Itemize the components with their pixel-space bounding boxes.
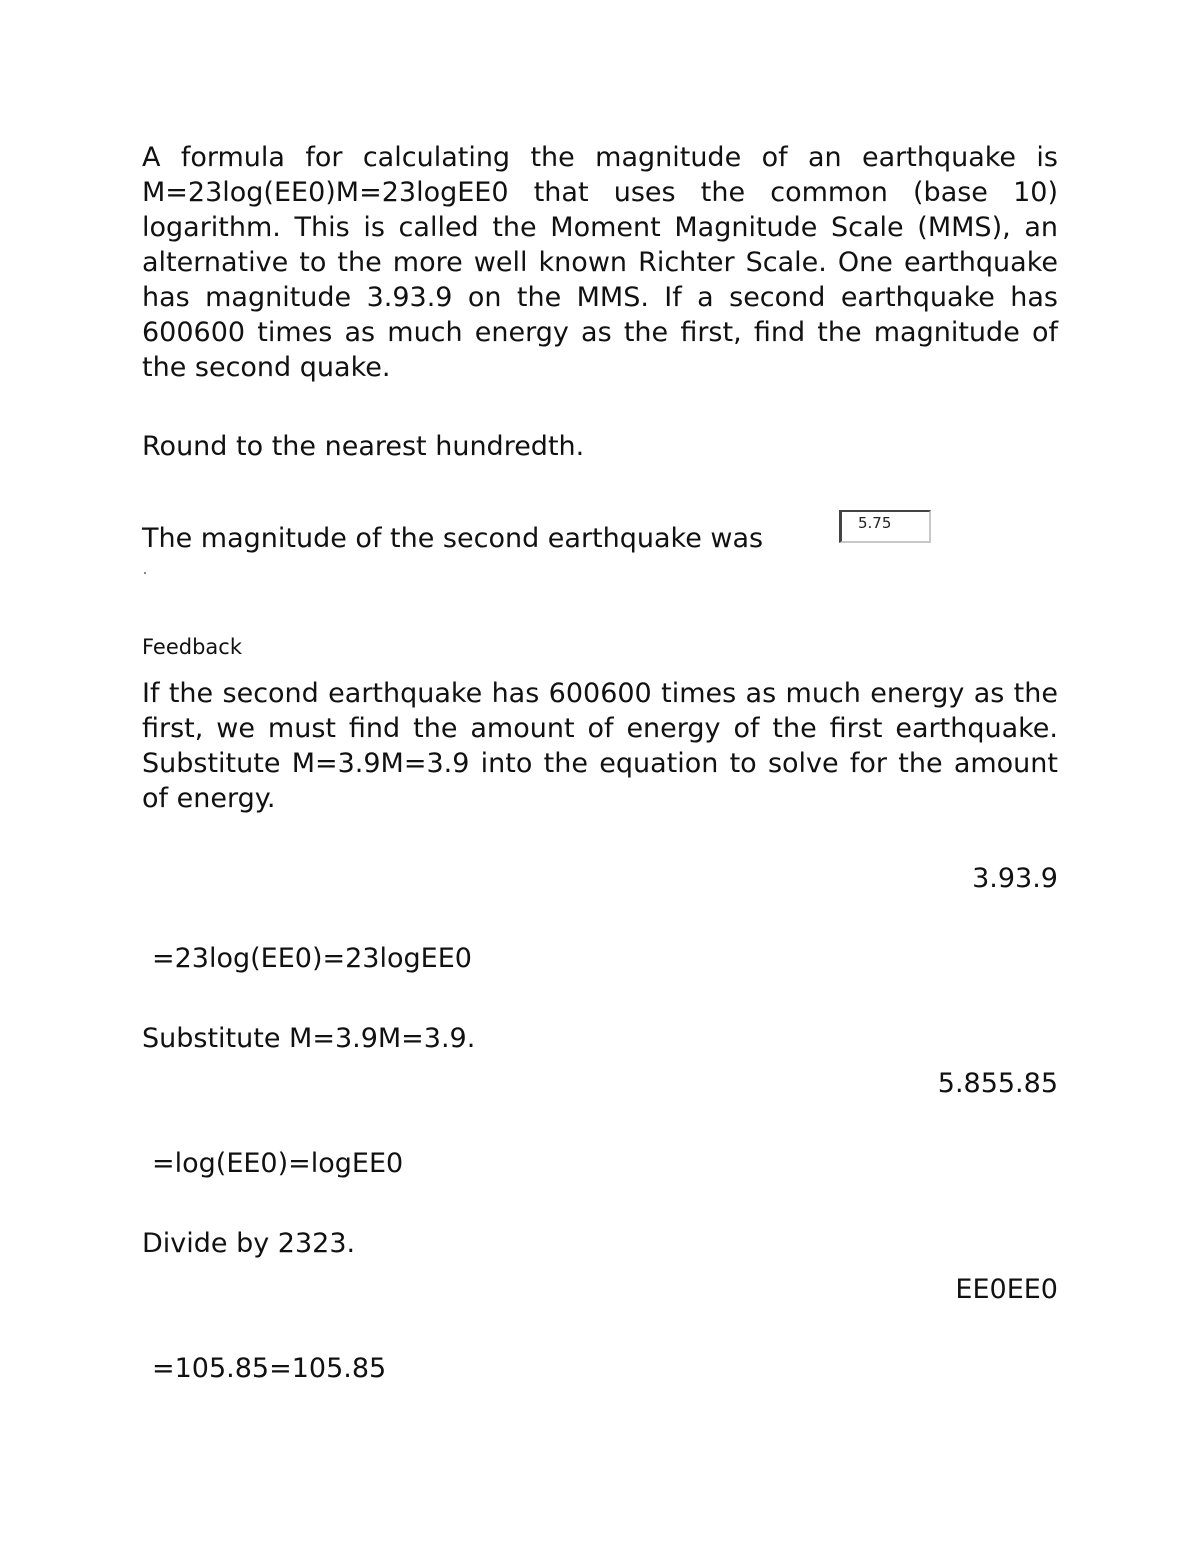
rounding-instruction: Round to the nearest hundredth. [142, 431, 585, 462]
answer-prompt: The magnitude of the second earthquake was [142, 523, 764, 554]
step1-lhs: 3.93.9 [972, 863, 1058, 894]
separator-dot [144, 572, 146, 574]
feedback-intro: If the second earthquake has 600600 times as much energy as the first, we must find the amount of energy of the first earthquake. Substitute M=3.9M=3.9 into the equation to solve for the amount of energy. [142, 678, 1058, 814]
answer-input[interactable]: 5.75 [839, 510, 931, 543]
problem-statement: A formula for calculating the magnitude of an earthquake is M=23log(EE0)M=23logEE0 that uses the common (base 10) logarithm. This is called the Moment Magnitude Scale (MMS), an alternative to the more well known Richter Scale. One earthquake has magnitude 3.93.9 on the MMS. If a second earthquake has 600600 times as much energy as the first, find the magnitude of the second quake. [142, 142, 1058, 383]
step1-rhs: =23log(EE0)=23logEE0 [152, 943, 472, 974]
step2-lhs: 5.855.85 [937, 1068, 1058, 1099]
step2-note: Divide by 2323. [142, 1228, 356, 1259]
step3-lhs: EE0EE0 [955, 1274, 1058, 1305]
step1-note: Substitute M=3.9M=3.9. [142, 1023, 476, 1054]
step2-rhs: =log(EE0)=logEE0 [152, 1148, 404, 1179]
feedback-heading: Feedback [142, 635, 243, 659]
step3-rhs: =105.85=105.85 [152, 1353, 387, 1384]
